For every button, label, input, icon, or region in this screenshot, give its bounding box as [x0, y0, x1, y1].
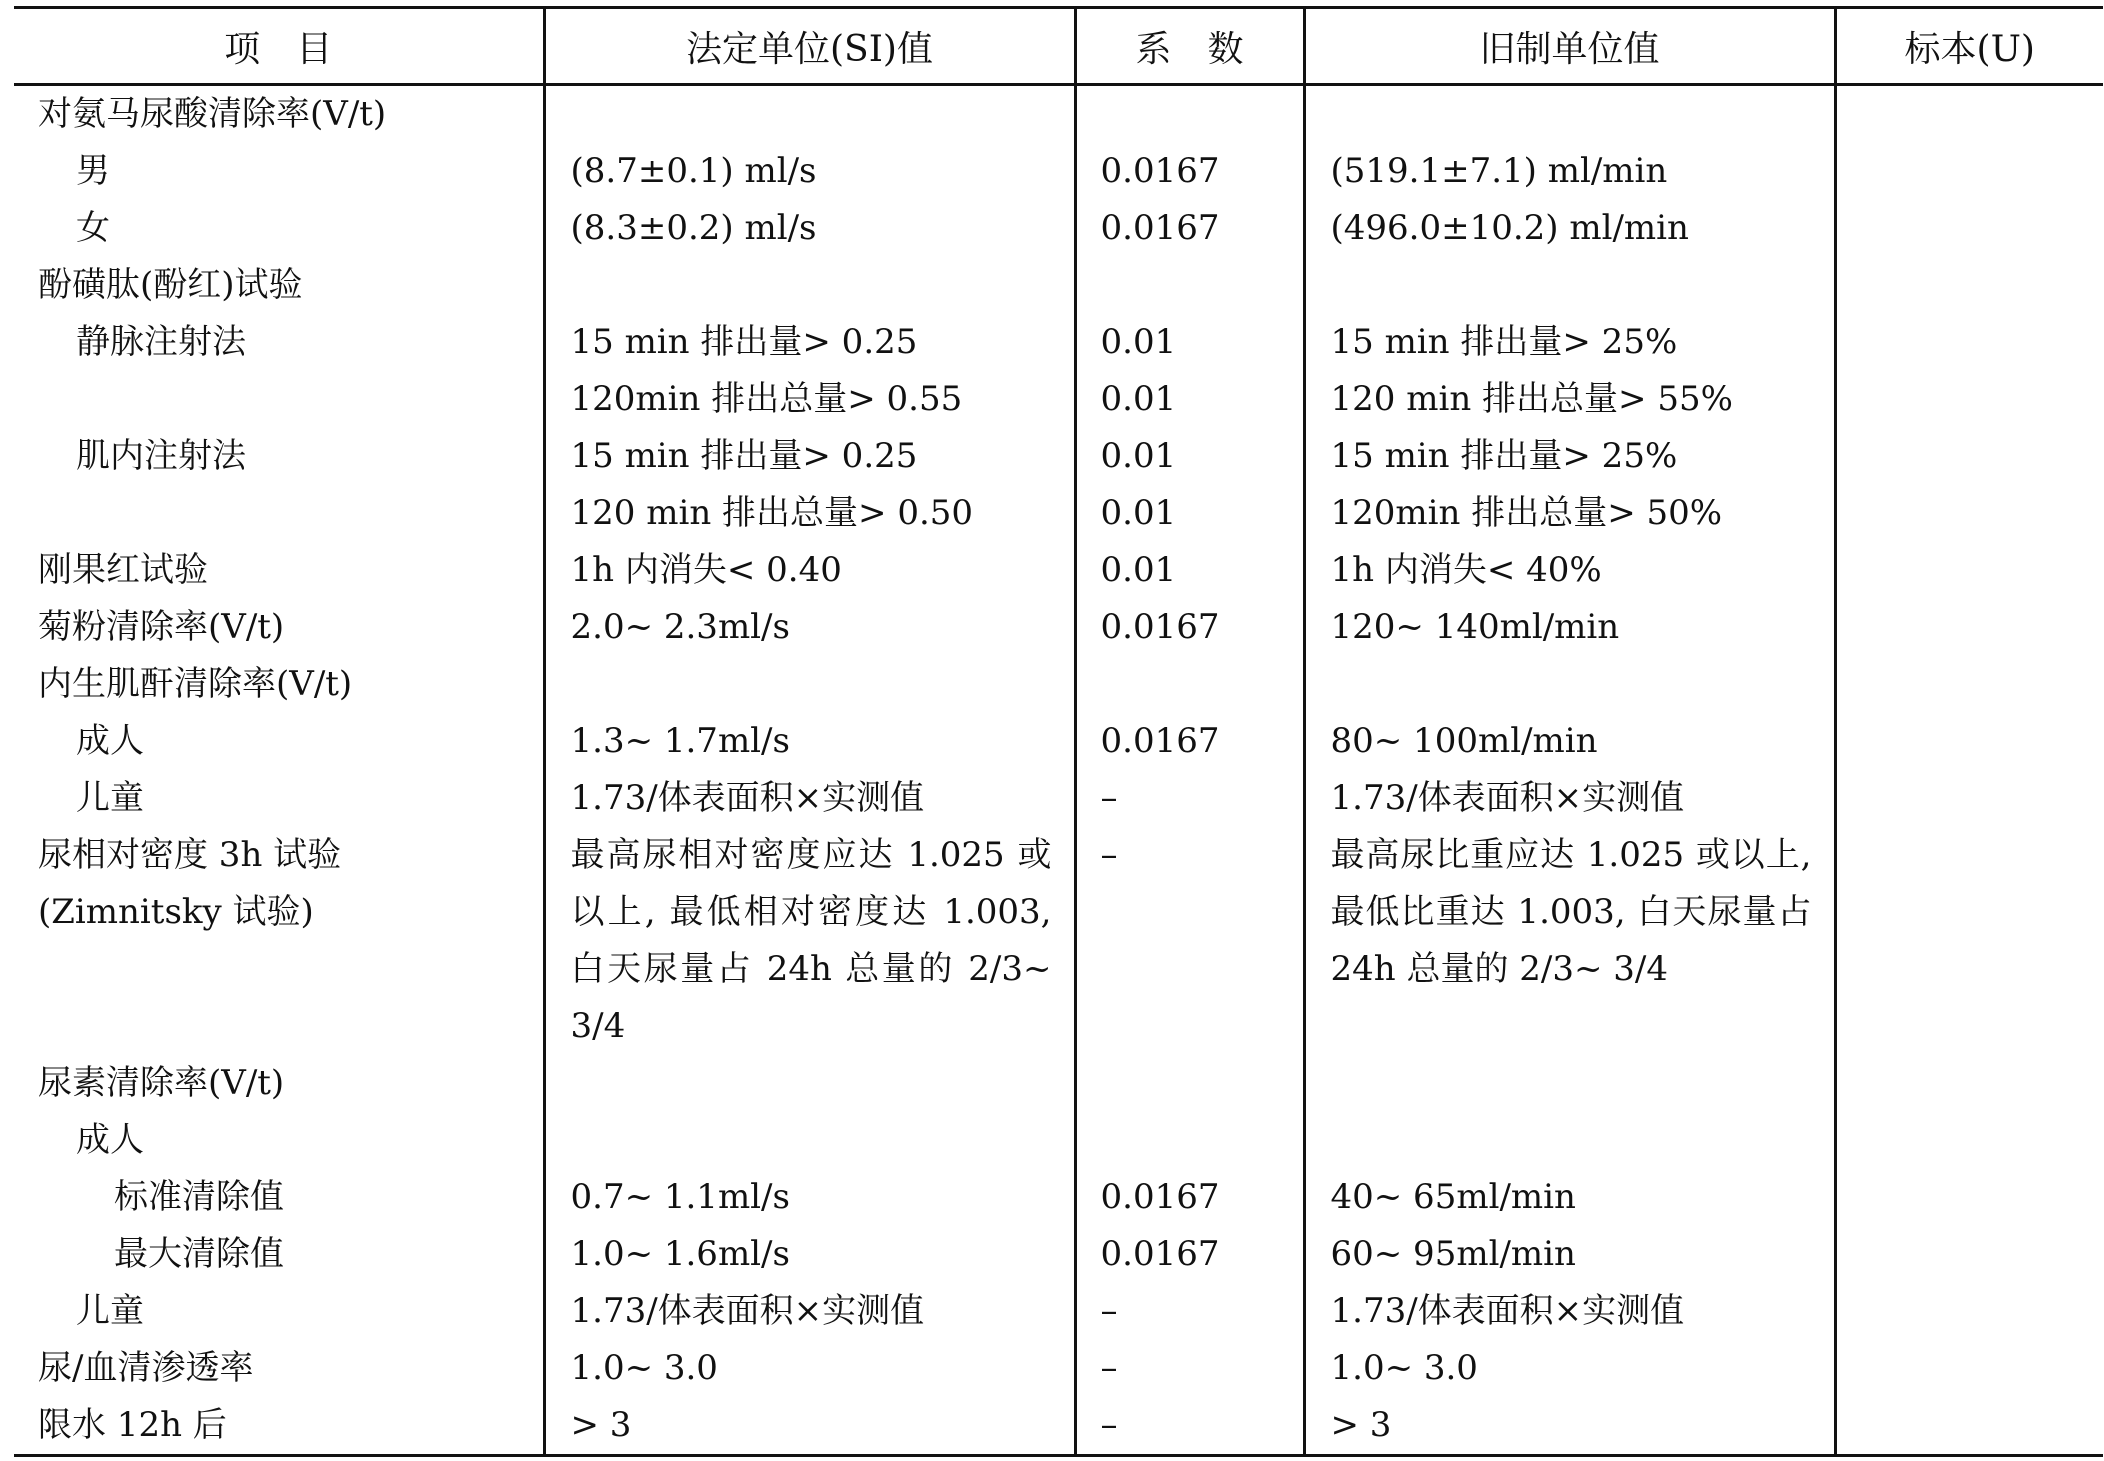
- cell-specimen: [1835, 1055, 2103, 1112]
- cell-si-value: 15 min 排出量> 0.25: [544, 314, 1075, 371]
- cell-si-value: 1h 内消失< 0.40: [544, 542, 1075, 599]
- header-coefficient: 系 数: [1075, 8, 1304, 85]
- table-header-row: [14, 8, 2103, 85]
- cell-item: 女: [76, 208, 110, 248]
- cell-specimen: [1835, 200, 2103, 257]
- cell-si-value: 1.3~ 1.7ml/s: [544, 713, 1075, 770]
- cell-si-value: 1.73/体表面积×实测值: [544, 1283, 1075, 1340]
- cell-old-unit-value: (496.0±10.2) ml/min: [1304, 200, 1835, 257]
- cell-specimen: [1835, 1169, 2103, 1226]
- table-row: [14, 1397, 2103, 1456]
- cell-old-unit-value: [1304, 656, 1835, 713]
- cell-specimen: [1835, 1340, 2103, 1397]
- cell-coefficient: 0.01: [1075, 371, 1304, 428]
- cell-item: 静脉注射法: [76, 322, 246, 362]
- table-row: [14, 85, 2103, 144]
- table-row: [14, 371, 2103, 428]
- cell-si-value: [544, 1055, 1075, 1112]
- cell-coefficient: [1075, 85, 1304, 144]
- cell-specimen: [1835, 371, 2103, 428]
- cell-old-unit-value: 1h 内消失< 40%: [1304, 542, 1835, 599]
- cell-item: 成人: [76, 1120, 144, 1160]
- cell-si-value: 1.0~ 1.6ml/s: [544, 1226, 1075, 1283]
- cell-coefficient: –: [1075, 1340, 1304, 1397]
- cell-item: 限水 12h 后: [14, 1397, 544, 1456]
- table-body: [14, 85, 2103, 1456]
- header-item: 项 目: [14, 8, 544, 85]
- cell-specimen: [1835, 85, 2103, 144]
- cell-si-value: 1.0~ 3.0: [544, 1340, 1075, 1397]
- cell-coefficient: 0.0167: [1075, 143, 1304, 200]
- cell-si-value: > 3: [544, 1397, 1075, 1456]
- cell-old-unit-value: [1304, 1112, 1835, 1169]
- cell-coefficient: –: [1075, 827, 1304, 1055]
- table-row: [14, 1055, 2103, 1112]
- cell-si-value: 120 min 排出总量> 0.50: [544, 485, 1075, 542]
- cell-item: 内生肌酐清除率(V/t): [38, 664, 353, 704]
- cell-specimen: [1835, 1226, 2103, 1283]
- cell-item: 成人: [76, 721, 144, 761]
- cell-si-value: (8.7±0.1) ml/s: [544, 143, 1075, 200]
- cell-coefficient: 0.0167: [1075, 1226, 1304, 1283]
- table-row: [14, 542, 2103, 599]
- cell-old-unit-value: [1304, 85, 1835, 144]
- cell-specimen: [1835, 656, 2103, 713]
- header-si-value: 法定单位(SI)值: [544, 8, 1075, 85]
- cell-item: 儿童: [76, 778, 144, 818]
- cell-old-unit-value: [1304, 257, 1835, 314]
- cell-coefficient: [1075, 1055, 1304, 1112]
- cell-si-value: 120min 排出总量> 0.55: [544, 371, 1075, 428]
- table-row: [14, 1226, 2103, 1283]
- cell-old-unit-value: > 3: [1304, 1397, 1835, 1456]
- cell-si-value: 15 min 排出量> 0.25: [544, 428, 1075, 485]
- cell-item: 尿相对密度 3h 试验 (Zimnitsky 试验): [38, 835, 342, 932]
- cell-si-value: 2.0~ 2.3ml/s: [544, 599, 1075, 656]
- cell-coefficient: 0.01: [1075, 428, 1304, 485]
- cell-item: 肌内注射法: [76, 436, 246, 476]
- cell-specimen: [1835, 770, 2103, 827]
- cell-item: 儿童: [76, 1291, 144, 1331]
- cell-coefficient: [1075, 1112, 1304, 1169]
- cell-coefficient: [1075, 257, 1304, 314]
- table-row: [14, 1340, 2103, 1397]
- cell-specimen: [1835, 827, 2103, 1055]
- renal-function-reference-table: [14, 6, 2103, 1457]
- cell-old-unit-value: 80~ 100ml/min: [1304, 713, 1835, 770]
- cell-specimen: [1835, 1283, 2103, 1340]
- cell-item: 刚果红试验: [38, 550, 208, 590]
- cell-coefficient: 0.0167: [1075, 713, 1304, 770]
- table-row: [14, 713, 2103, 770]
- table-row: [14, 428, 2103, 485]
- cell-old-unit-value: 120~ 140ml/min: [1304, 599, 1835, 656]
- cell-si-value: 0.7~ 1.1ml/s: [544, 1169, 1075, 1226]
- cell-coefficient: 0.01: [1075, 542, 1304, 599]
- cell-item: 尿素清除率(V/t): [38, 1063, 285, 1103]
- cell-si-value: (8.3±0.2) ml/s: [544, 200, 1075, 257]
- cell-old-unit-value: 1.73/体表面积×实测值: [1304, 770, 1835, 827]
- cell-coefficient: 0.0167: [1075, 1169, 1304, 1226]
- cell-old-unit-value: 120 min 排出总量> 55%: [1304, 371, 1835, 428]
- header-old-unit-value: 旧制单位值: [1304, 8, 1835, 85]
- cell-specimen: [1835, 485, 2103, 542]
- cell-old-unit-value: (519.1±7.1) ml/min: [1304, 143, 1835, 200]
- cell-coefficient: [1075, 656, 1304, 713]
- cell-item: 最大清除值: [114, 1234, 284, 1274]
- cell-old-unit-value: 120min 排出总量> 50%: [1304, 485, 1835, 542]
- cell-coefficient: 0.0167: [1075, 599, 1304, 656]
- cell-si-value: 最高尿相对密度应达 1.025 或以上, 最低相对密度达 1.003, 白天尿量占 24h 总量的 2/3~ 3/4: [544, 827, 1075, 1055]
- cell-specimen: [1835, 428, 2103, 485]
- cell-item: 对氨马尿酸清除率(V/t): [38, 94, 387, 134]
- cell-old-unit-value: 1.0~ 3.0: [1304, 1340, 1835, 1397]
- cell-item: [14, 485, 544, 542]
- cell-specimen: [1835, 599, 2103, 656]
- cell-old-unit-value: 40~ 65ml/min: [1304, 1169, 1835, 1226]
- cell-specimen: [1835, 713, 2103, 770]
- cell-coefficient: –: [1075, 770, 1304, 827]
- cell-old-unit-value: 15 min 排出量> 25%: [1304, 314, 1835, 371]
- cell-old-unit-value: [1304, 1055, 1835, 1112]
- table-row: [14, 1112, 2103, 1169]
- cell-old-unit-value: 60~ 95ml/min: [1304, 1226, 1835, 1283]
- cell-item: 标准清除值: [114, 1177, 284, 1217]
- cell-coefficient: 0.0167: [1075, 200, 1304, 257]
- cell-coefficient: 0.01: [1075, 314, 1304, 371]
- cell-si-value: [544, 85, 1075, 144]
- cell-item: 男: [76, 151, 110, 191]
- table-row: [14, 200, 2103, 257]
- table-row: [14, 1283, 2103, 1340]
- cell-si-value: 1.73/体表面积×实测值: [544, 770, 1075, 827]
- cell-item: 菊粉清除率(V/t): [38, 607, 285, 647]
- table-row: [14, 656, 2103, 713]
- table-row: [14, 827, 2103, 1055]
- cell-si-value: [544, 257, 1075, 314]
- cell-old-unit-value: 最高尿比重应达 1.025 或以上, 最低比重达 1.003, 白天尿量占 24h 总量的 2/3~ 3/4: [1304, 827, 1835, 1055]
- cell-old-unit-value: 1.73/体表面积×实测值: [1304, 1283, 1835, 1340]
- cell-si-value: [544, 1112, 1075, 1169]
- table-row: [14, 143, 2103, 200]
- cell-coefficient: –: [1075, 1397, 1304, 1456]
- table-row: [14, 1169, 2103, 1226]
- header-specimen: 标本(U): [1835, 8, 2103, 85]
- cell-coefficient: 0.01: [1075, 485, 1304, 542]
- cell-specimen: [1835, 257, 2103, 314]
- cell-item: [14, 371, 544, 428]
- cell-specimen: [1835, 143, 2103, 200]
- cell-old-unit-value: 15 min 排出量> 25%: [1304, 428, 1835, 485]
- cell-specimen: [1835, 542, 2103, 599]
- cell-item: 酚磺肽(酚红)试验: [38, 265, 303, 305]
- cell-coefficient: –: [1075, 1283, 1304, 1340]
- table-row: [14, 599, 2103, 656]
- table-row: [14, 485, 2103, 542]
- table-row: [14, 314, 2103, 371]
- cell-specimen: [1835, 1397, 2103, 1456]
- table-row: [14, 257, 2103, 314]
- cell-specimen: [1835, 314, 2103, 371]
- table-row: [14, 770, 2103, 827]
- cell-item: 尿/血清渗透率: [38, 1348, 254, 1388]
- cell-specimen: [1835, 1112, 2103, 1169]
- cell-si-value: [544, 656, 1075, 713]
